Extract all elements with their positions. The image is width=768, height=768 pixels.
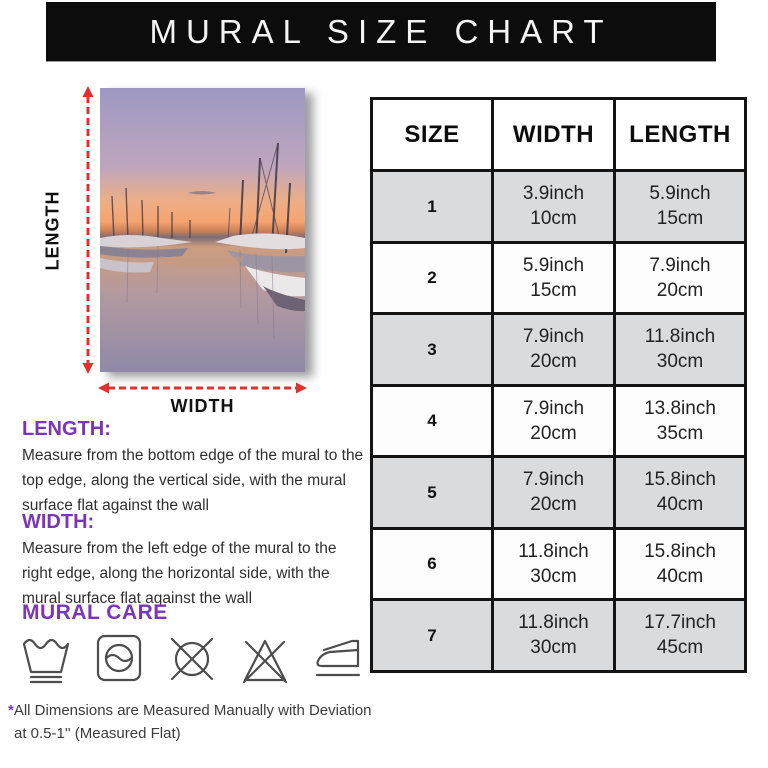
size-value: 4 — [372, 385, 493, 457]
width-value: 11.8inch 30cm — [493, 600, 615, 672]
footnote-asterisk: * — [8, 702, 14, 719]
length-arrow-icon — [80, 86, 96, 379]
table-row — [372, 385, 746, 457]
mural-photo — [100, 88, 305, 372]
do-not-dry-clean-icon — [166, 630, 218, 690]
gentle-wash-icon — [20, 630, 72, 690]
length-value: 17.7inch 45cm — [615, 600, 746, 672]
length-value: 15.8inch 40cm — [615, 528, 746, 600]
length-dimension-label: LENGTH — [42, 190, 63, 270]
table-row — [372, 242, 746, 314]
mural-care-heading: MURAL CARE — [22, 601, 168, 624]
width-value: 7.9inch 20cm — [493, 385, 615, 457]
table-row — [372, 314, 746, 386]
col-header-width: WIDTH — [493, 99, 615, 171]
length-value: 11.8inch 30cm — [615, 314, 746, 386]
size-value: 2 — [372, 242, 493, 314]
length-value: 15.8inch 40cm — [615, 457, 746, 529]
table-row — [372, 600, 746, 672]
length-heading: LENGTH: — [22, 418, 111, 440]
width-value: 3.9inch 10cm — [493, 171, 615, 243]
size-chart-table — [370, 97, 747, 673]
size-value: 3 — [372, 314, 493, 386]
width-dimension-label: WIDTH — [170, 396, 235, 416]
length-value: 13.8inch 35cm — [615, 385, 746, 457]
size-value: 1 — [372, 171, 493, 243]
table-row — [372, 528, 746, 600]
length-instructions: Measure from the bottom edge of the mural to the top edge, along the vertical side, with the mural surface flat against the wall — [22, 447, 364, 514]
size-value: 6 — [372, 528, 493, 600]
width-value: 7.9inch 20cm — [493, 314, 615, 386]
table-row — [372, 171, 746, 243]
size-value: 7 — [372, 600, 493, 672]
length-value: 5.9inch 15cm — [615, 171, 746, 243]
table-header-row — [372, 99, 746, 171]
table-row — [372, 457, 746, 529]
col-header-length: LENGTH — [615, 99, 746, 171]
do-not-bleach-icon — [239, 630, 291, 690]
width-heading: WIDTH: — [22, 511, 95, 533]
width-instructions: Measure from the left edge of the mural to the right edge, along the horizontal side, with the mural surface flat against the wall — [22, 540, 337, 607]
page-title: MURAL SIZE CHART — [149, 12, 613, 50]
iron-icon — [312, 630, 364, 690]
disclaimer-footnote: *All Dimensions are Measured Manually with Deviation at 0.5-1'' (Measured Flat) — [8, 702, 372, 742]
care-icons-row — [20, 630, 370, 690]
length-value: 7.9inch 20cm — [615, 242, 746, 314]
width-value: 7.9inch 20cm — [493, 457, 615, 529]
width-value: 11.8inch 30cm — [493, 528, 615, 600]
width-value: 5.9inch 15cm — [493, 242, 615, 314]
col-header-size: SIZE — [372, 99, 493, 171]
banner — [46, 2, 716, 62]
washing-machine-icon — [93, 630, 145, 690]
size-value: 5 — [372, 457, 493, 529]
